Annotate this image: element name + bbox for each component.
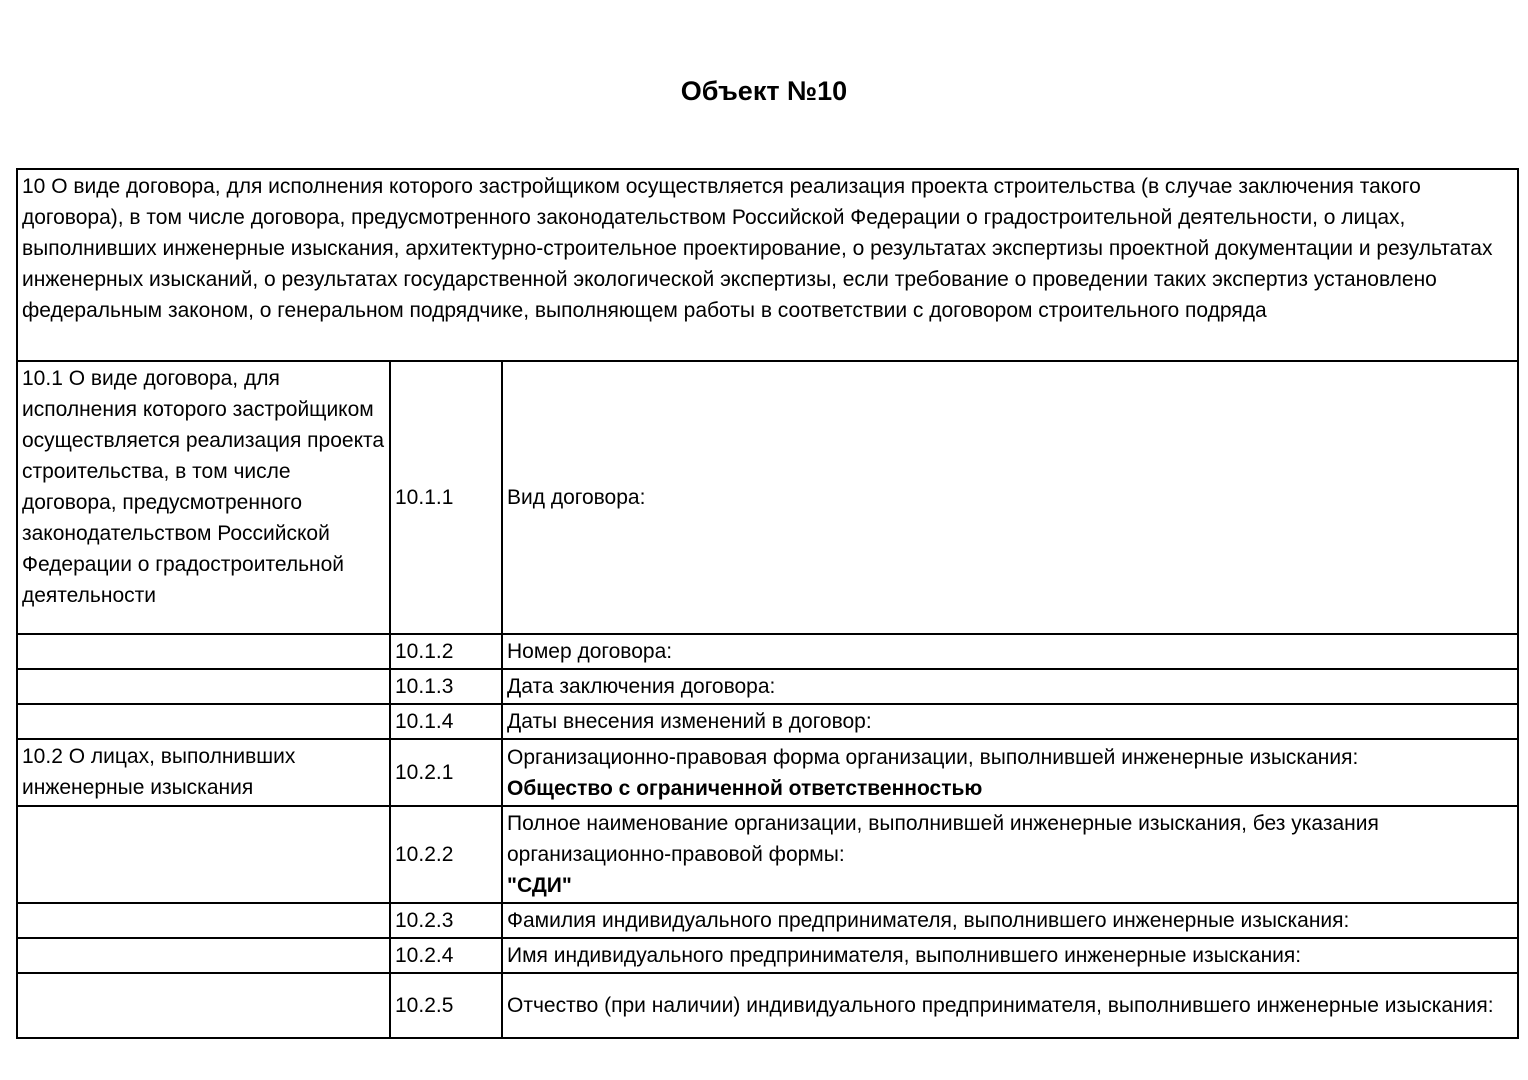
- field-label: Фамилия индивидуального предпринимателя, выполнившего инженерные изыскания:: [507, 909, 1350, 932]
- code-cell: 10.2.2: [390, 806, 502, 903]
- field-label: Дата заключения договора:: [507, 675, 776, 698]
- table-row: [17, 806, 1518, 903]
- field-label: Организационно-правовая форма организации, выполнившей инженерные изыскания:: [507, 745, 1359, 769]
- section-cell: [17, 973, 390, 1038]
- code-cell: 10.1.3: [390, 669, 502, 704]
- section-cell: [17, 704, 390, 739]
- code-cell: 10.2.4: [390, 938, 502, 973]
- field-value: "СДИ": [507, 874, 572, 897]
- field-label: Отчество (при наличии) индивидуального предпринимателя, выполнившего инженерные изыскания:: [507, 994, 1494, 1017]
- table-row: [17, 973, 1518, 1038]
- code-cell: 10.1.4: [390, 704, 502, 739]
- code-cell: 10.1.1: [390, 361, 502, 634]
- content-cell: [502, 938, 1518, 973]
- table-row: [17, 704, 1518, 739]
- content-cell: [502, 361, 1518, 634]
- table-header-row: [17, 169, 1518, 361]
- content-cell: [502, 806, 1518, 903]
- table-row: [17, 361, 1518, 634]
- table-row: [17, 938, 1518, 973]
- content-cell: [502, 973, 1518, 1038]
- code-cell: 10.2.3: [390, 903, 502, 938]
- table-row: [17, 903, 1518, 938]
- code-cell: 10.1.2: [390, 634, 502, 669]
- field-value: Общество с ограниченной ответственностью: [507, 776, 983, 800]
- content-cell: [502, 903, 1518, 938]
- section-cell: [17, 806, 390, 903]
- section-cell: [17, 669, 390, 704]
- content-cell: [502, 634, 1518, 669]
- field-label: Номер договора:: [507, 640, 673, 663]
- section-cell: [17, 903, 390, 938]
- content-cell: [502, 669, 1518, 704]
- code-cell: 10.2.5: [390, 973, 502, 1038]
- field-label: Полное наименование организации, выполнившей инженерные изыскания, без указания организационно-правовой формы:: [507, 812, 1379, 866]
- section-10-header: 10 О виде договора, для исполнения которого застройщиком осуществляется реализация проекта строительства (в случае заключения такого договора), в том числе договора, предусмотренного законодательством Российской Федерации о градостроительной деятельности, о лицах, выполнивших инженерные изыскания, архитектурно-строительное проектирование, о результатах экспертизы проектной документации и результатах инженерных изысканий, о результатах государственной экологической экспертизы, если требование о проведении таких экспертиз установлено федеральным законом, о генеральном подрядчике, выполняющем работы в соответствии с договором строительного подряда: [17, 169, 1518, 361]
- table-row: [17, 739, 1518, 806]
- section-cell: 10.2 О лицах, выполнивших инженерные изыскания: [17, 739, 390, 806]
- field-label: Вид договора:: [507, 486, 646, 509]
- code-cell: 10.2.1: [390, 739, 502, 806]
- field-label: Имя индивидуального предпринимателя, выполнившего инженерные изыскания:: [507, 944, 1302, 967]
- declaration-table: [16, 168, 1519, 1039]
- table-row: [17, 634, 1518, 669]
- page-title: Объект №10: [680, 76, 848, 106]
- section-cell: [17, 634, 390, 669]
- content-cell: [502, 704, 1518, 739]
- table-row: [17, 669, 1518, 704]
- field-label: Даты внесения изменений в договор:: [507, 710, 872, 733]
- section-cell: 10.1 О виде договора, для исполнения которого застройщиком осуществляется реализация проекта строительства, в том числе договора, предусмотренного законодательством Российской Федерации о градостроительной деятельности: [17, 361, 390, 634]
- content-cell: [502, 739, 1518, 806]
- section-cell: [17, 938, 390, 973]
